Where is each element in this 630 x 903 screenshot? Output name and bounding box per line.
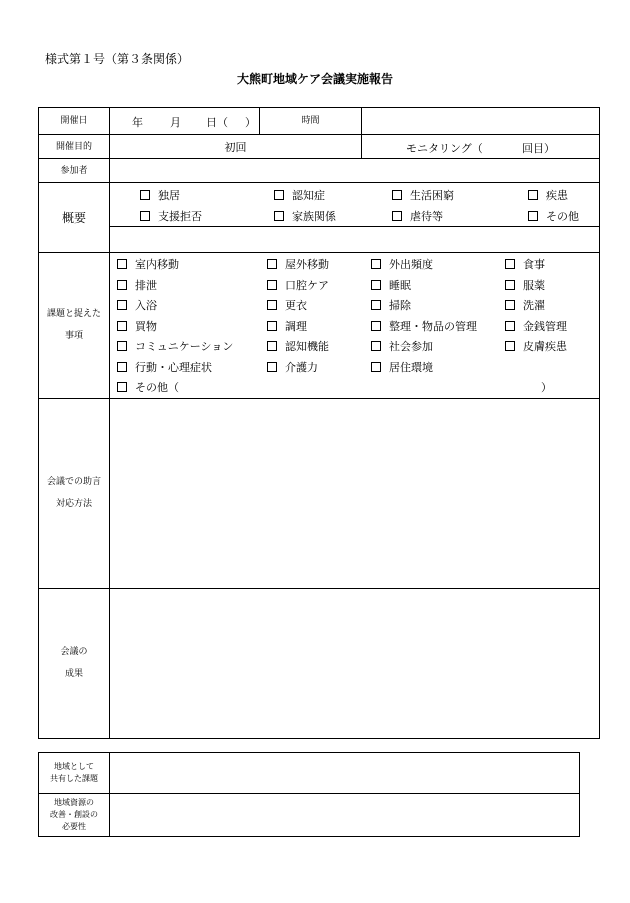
checkbox-icon <box>371 362 381 372</box>
checkbox-icon <box>267 280 277 290</box>
issue-checkbox-item[interactable]: 居住環境 <box>371 357 505 378</box>
issue-other-close: ） <box>541 381 552 395</box>
resource-row <box>39 794 580 837</box>
checkbox-icon <box>267 259 277 269</box>
overview-checkbox-item[interactable]: 虐待等 <box>392 208 528 224</box>
overview-checkbox-item[interactable]: 生活困窮 <box>392 187 528 203</box>
issue-checkbox-item[interactable]: 更衣 <box>267 295 371 316</box>
advice-row <box>39 398 600 588</box>
overview-notes-row <box>39 227 600 253</box>
checkbox-icon <box>371 300 381 310</box>
checkbox-icon <box>505 300 515 310</box>
shared-issues-label: 地域として 共有した課題 <box>39 753 110 794</box>
overview-checkbox-item[interactable]: 認知症 <box>274 187 392 203</box>
checkbox-icon <box>117 259 127 269</box>
checkbox-icon <box>117 321 127 331</box>
overview-checkbox-item[interactable]: 家族関係 <box>274 208 392 224</box>
overview-checkbox-item[interactable]: その他 <box>528 208 598 224</box>
overview-row <box>39 183 600 227</box>
issue-checkbox-item[interactable]: コミュニケーション <box>117 336 267 357</box>
issue-other-item[interactable]: その他（ ） <box>117 377 595 398</box>
resource-field[interactable] <box>110 794 580 837</box>
checkbox-icon <box>267 321 277 331</box>
issue-checkbox-item[interactable]: 洗濯 <box>505 295 595 316</box>
checkbox-icon <box>267 362 277 372</box>
advice-field[interactable] <box>110 398 600 588</box>
issue-checkbox-item[interactable]: 屋外移動 <box>267 254 371 275</box>
issue-checkbox-item[interactable]: 入浴 <box>117 295 267 316</box>
issue-checkbox-item[interactable]: 掃除 <box>371 295 505 316</box>
time-field[interactable] <box>362 108 600 135</box>
checkbox-icon <box>267 300 277 310</box>
checkbox-icon <box>528 190 538 200</box>
checkbox-icon <box>267 341 277 351</box>
participants-label: 参加者 <box>39 159 110 183</box>
overview-checkbox-item[interactable]: 独居 <box>140 187 274 203</box>
checkbox-icon <box>140 190 150 200</box>
day-close: ） <box>245 116 256 129</box>
advice-label: 会議での助言 対応方法 <box>39 398 110 588</box>
checkbox-icon <box>117 341 127 351</box>
checkbox-icon <box>274 190 284 200</box>
checkbox-icon <box>117 362 127 372</box>
issue-checkbox-item[interactable]: 睡眠 <box>371 275 505 296</box>
community-table <box>38 752 580 837</box>
report-form-table <box>38 107 600 739</box>
monitoring-field[interactable] <box>362 135 600 159</box>
checkbox-icon <box>140 211 150 221</box>
time-label: 時間 <box>260 108 362 135</box>
issues-checkboxes <box>110 253 600 399</box>
date-row <box>39 108 600 135</box>
issue-checkbox-item[interactable]: 整理・物品の管理 <box>371 316 505 337</box>
checkbox-icon <box>392 190 402 200</box>
monitoring-label: モニタリング（ <box>406 141 483 155</box>
issue-checkbox-item[interactable]: 買物 <box>117 316 267 337</box>
results-field[interactable] <box>110 588 600 738</box>
checkbox-icon <box>505 341 515 351</box>
purpose-label: 開催目的 <box>39 135 110 159</box>
monitoring-times-label: 回目） <box>522 141 555 155</box>
checkbox-icon <box>371 341 381 351</box>
issue-checkbox-item[interactable]: 調理 <box>267 316 371 337</box>
checkbox-icon <box>505 321 515 331</box>
checkbox-icon <box>117 382 127 392</box>
participants-row <box>39 159 600 183</box>
checkbox-icon <box>371 259 381 269</box>
issue-checkbox-item[interactable]: 外出頻度 <box>371 254 505 275</box>
issue-checkbox-item[interactable]: 皮膚疾患 <box>505 336 595 357</box>
document-title: 大熊町地域ケア会議実施報告 <box>236 72 393 86</box>
checkbox-icon <box>528 211 538 221</box>
overview-notes-field[interactable] <box>110 227 600 253</box>
resource-label: 地域資源の 改善・創設の 必要性 <box>39 794 110 837</box>
overview-checkboxes <box>110 183 600 227</box>
checkbox-icon <box>505 280 515 290</box>
date-field[interactable] <box>110 108 260 135</box>
date-label: 開催日 <box>39 108 110 135</box>
issue-checkbox-item[interactable]: 服薬 <box>505 275 595 296</box>
first-session-field[interactable] <box>110 135 362 159</box>
issue-checkbox-item[interactable]: 認知機能 <box>267 336 371 357</box>
issue-checkbox-item[interactable]: 行動・心理症状 <box>117 357 267 378</box>
day-label: 日（ <box>206 116 228 129</box>
form-number: 様式第１号（第３条関係） <box>45 52 190 66</box>
purpose-row <box>39 135 600 159</box>
overview-checkbox-item[interactable]: 支援拒否 <box>140 208 274 224</box>
issues-label: 課題と捉えた 事項 <box>39 253 110 399</box>
issue-checkbox-item[interactable]: 食事 <box>505 254 595 275</box>
checkbox-icon <box>371 280 381 290</box>
results-row <box>39 588 600 738</box>
year-label: 年 <box>132 116 143 129</box>
issue-checkbox-item[interactable]: 室内移動 <box>117 254 267 275</box>
overview-checkbox-item[interactable]: 疾患 <box>528 187 598 203</box>
shared-issues-field[interactable] <box>110 753 580 794</box>
participants-field[interactable] <box>110 159 600 183</box>
checkbox-icon <box>117 280 127 290</box>
issue-checkbox-item[interactable]: 口腔ケア <box>267 275 371 296</box>
first-session-label: 初回 <box>224 140 247 154</box>
issues-row <box>39 253 600 399</box>
results-label: 会議の 成果 <box>39 588 110 738</box>
overview-label: 概要 <box>39 183 110 253</box>
checkbox-icon <box>274 211 284 221</box>
checkbox-icon <box>117 300 127 310</box>
month-label: 月 <box>170 116 181 129</box>
issue-checkbox-item[interactable]: 社会参加 <box>371 336 505 357</box>
checkbox-icon <box>505 259 515 269</box>
checkbox-icon <box>392 211 402 221</box>
issue-checkbox-item[interactable]: 介護力 <box>267 357 371 378</box>
shared-issues-row <box>39 753 580 794</box>
issue-checkbox-item[interactable]: 排泄 <box>117 275 267 296</box>
issue-checkbox-item[interactable]: 金銭管理 <box>505 316 595 337</box>
checkbox-icon <box>371 321 381 331</box>
